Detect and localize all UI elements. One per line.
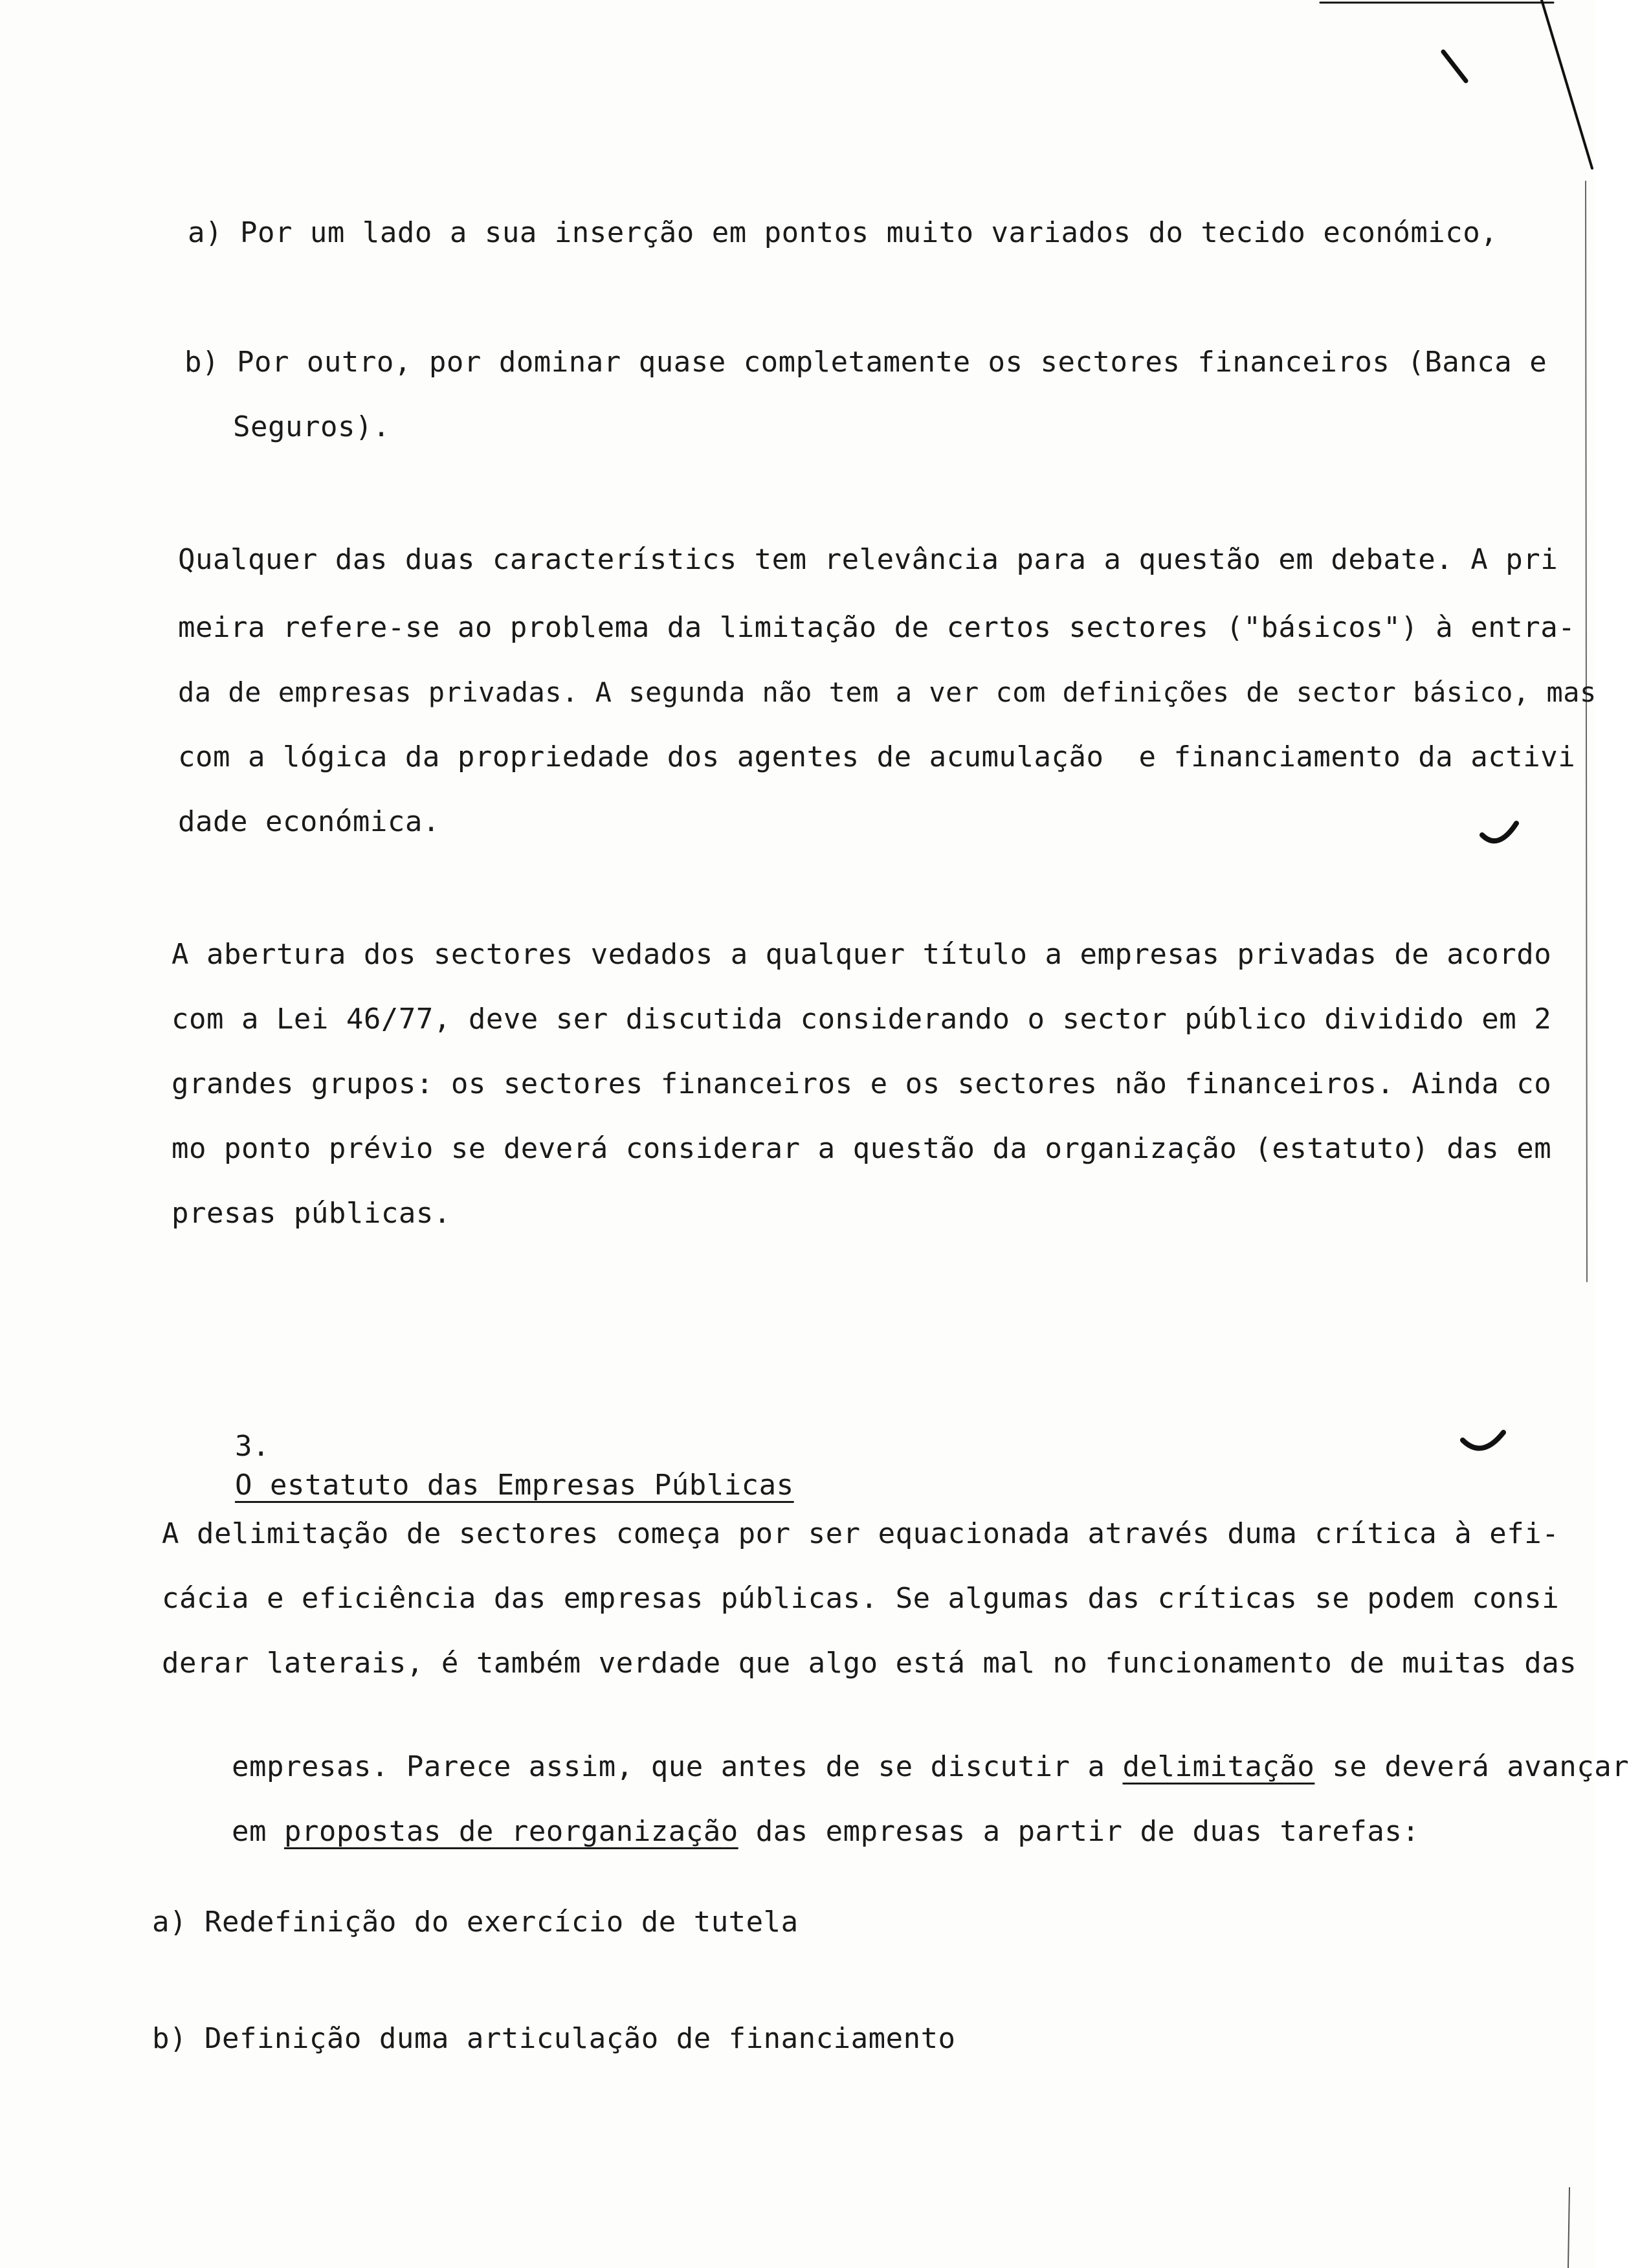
paragraph3-line1: A delimitação de sectores começa por ser equacionada através duma crítica à efi- bbox=[162, 1517, 1560, 1550]
top-edge-line-icon bbox=[1320, 0, 1553, 8]
section-title: O estatuto das Empresas Públicas bbox=[234, 1469, 794, 1502]
underlined-delimitacao: delimitação bbox=[1122, 1750, 1315, 1783]
paragraph3-line4-before: empresas. Parece assim, que antes de se discutir a bbox=[231, 1750, 1123, 1783]
paragraph2-line1: A abertura dos sectores vedados a qualquer título a empresas privadas de acordo bbox=[172, 938, 1552, 971]
paragraph1-line3: da de empresas privadas. A segunda não tem a ver com definições de sector básico, mas bbox=[178, 676, 1597, 708]
list-item-b-line2: Seguros). bbox=[233, 410, 390, 443]
paragraph1-line5: dade económica. bbox=[178, 805, 440, 838]
check-mark-icon bbox=[1479, 809, 1524, 854]
paragraph2-line3: grandes grupos: os sectores financeiros e os sectores não financeiros. Ainda co bbox=[172, 1067, 1552, 1100]
paragraph1-line4: com a lógica da propriedade dos agentes de acumulação e financiamento da activi bbox=[178, 740, 1576, 773]
paragraph3-line3: derar laterais, é também verdade que algo está mal no funcionamento de muitas das bbox=[162, 1647, 1577, 1680]
right-margin-line-icon bbox=[1579, 181, 1592, 1282]
list-b-item-b: b) Definição duma articulação de financiamento bbox=[152, 2022, 956, 2055]
pen-stroke-icon bbox=[1440, 45, 1479, 97]
section-number: 3. bbox=[234, 1430, 270, 1463]
paragraph3-line5-before: em bbox=[231, 1815, 284, 1848]
paragraph2-line2: com a Lei 46/77, deve ser discutida considerando o sector público dividido em 2 bbox=[172, 1003, 1552, 1036]
list-item-a: a) Por um lado a sua inserção em pontos muito variados do tecido económico, bbox=[188, 216, 1498, 249]
check-mark-icon bbox=[1459, 1421, 1511, 1466]
paragraph2-line4: mo ponto prévio se deverá considerar a questão da organização (estatuto) das em bbox=[172, 1132, 1552, 1165]
list-item-b-line1: b) Por outro, por dominar quase completamente os sectores financeiros (Banca e bbox=[184, 346, 1547, 379]
paragraph1-line1: Qualquer das duas característics tem relevância para a questão em debate. A pri bbox=[178, 543, 1558, 576]
right-margin-line-icon bbox=[1563, 2188, 1576, 2268]
paragraph2-line5: presas públicas. bbox=[172, 1197, 451, 1230]
page-edge-icon bbox=[1540, 0, 1595, 194]
paragraph1-line2: meira refere-se ao problema da limitação de certos sectores ("básicos") à entra- bbox=[178, 611, 1576, 644]
paragraph3-line5 bbox=[162, 1773, 1419, 1890]
list-b-item-a: a) Redefinição do exercício de tutela bbox=[152, 1906, 799, 1939]
paragraph3-line4-after: se deverá avançar bbox=[1314, 1750, 1629, 1783]
paragraph3-line2: cácia e eficiência das empresas públicas. Se algumas das críticas se podem consi bbox=[162, 1582, 1560, 1615]
underlined-propostas: propostas de reorganização bbox=[283, 1815, 738, 1848]
paragraph3-line5-after: das empresas a partir de duas tarefas: bbox=[738, 1815, 1420, 1848]
